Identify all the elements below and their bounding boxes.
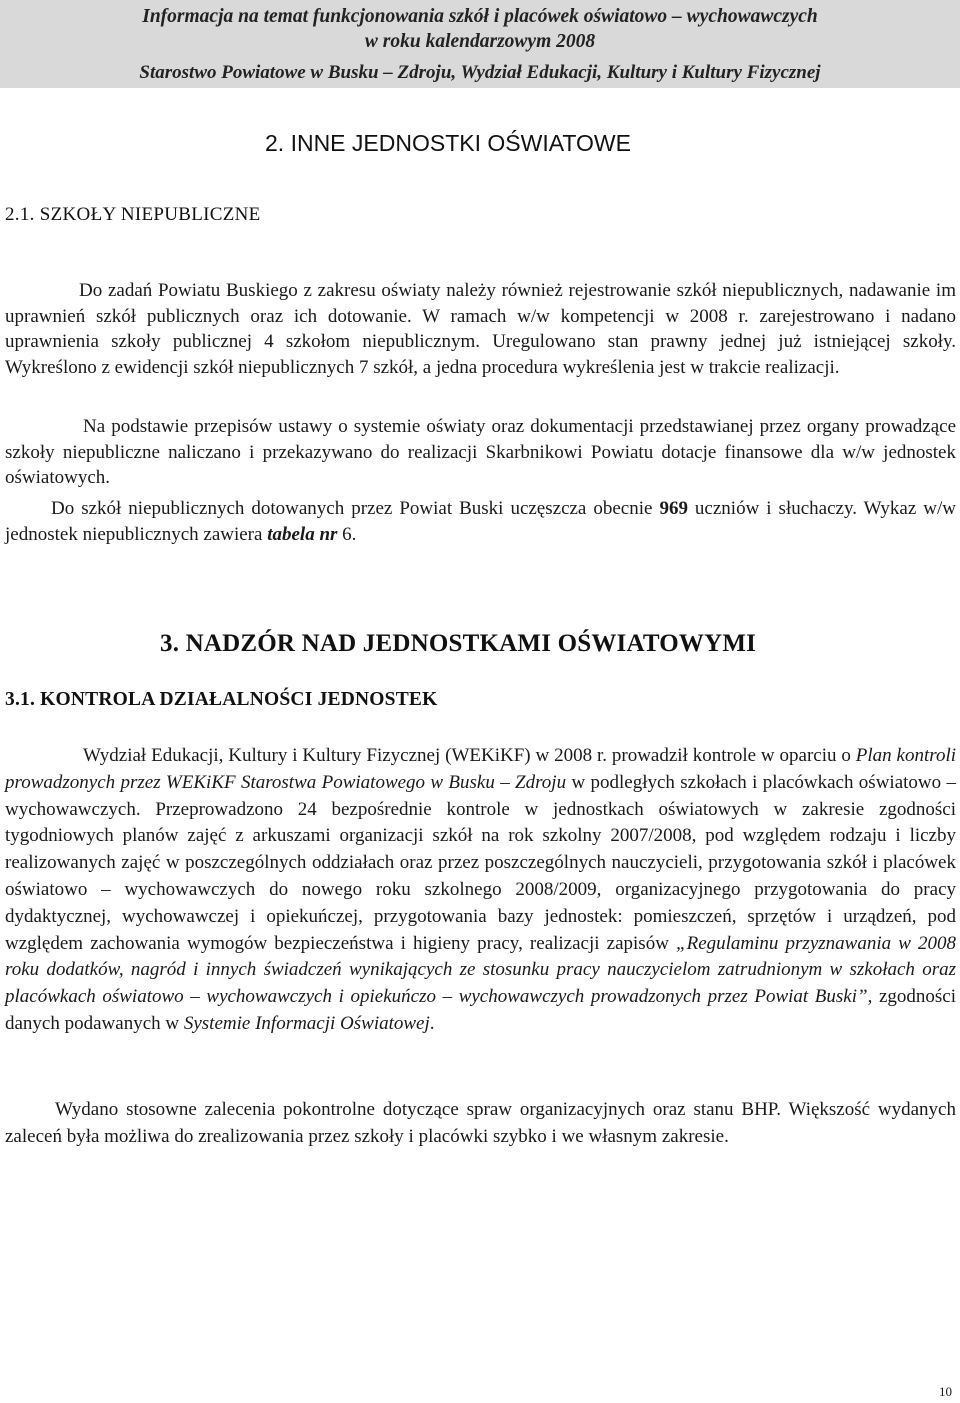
header-line-3: Starostwo Powiatowe w Busku – Zdroju, Wydział Edukacji, Kultury i Kultury Fizycznej	[139, 62, 821, 83]
section-2-paragraph-3: Do szkół niepublicznych dotowanych przez Powiat Buski uczęszcza obecnie 969 uczniów i słuchaczy. Wykaz w/w jednostek niepublicznych zawiera tabela nr 6.	[5, 498, 956, 545]
table-reference: tabela nr	[267, 523, 338, 545]
section-3-1-subtitle: 3.1. KONTROLA DZIAŁALNOŚCI JEDNOSTEK	[5, 689, 438, 710]
section-2-title: 2. INNE JEDNOSTKI OŚWIATOWE	[265, 130, 631, 156]
section-3-title: 3. NADZÓR NAD JEDNOSTKAMI OŚWIATOWYMI	[160, 630, 757, 657]
section-3-paragraph-2: Wydano stosowne zalecenia pokontrolne dotyczące spraw organizacyjnych oraz stanu BHP. Większość wydanych zaleceń była możliwa do zrealizowania przez szkoły i placówki szybko i we własnym zakresie.	[5, 1099, 956, 1147]
header-line-1: Informacja na temat funkcjonowania szkół i placówek oświatowo – wychowawczych	[142, 6, 818, 27]
document-header	[0, 0, 960, 88]
section-3-paragraph-1: Wydział Edukacji, Kultury i Kultury Fizycznej (WEKiKF) w 2008 r. prowadził kontrole w oparciu o Plan kontroli prowadzonych przez WEKiKF Starostwa Powiatowego w Busku – Zdroju w podległych szkołach i placówkach oświatowo – wychowawczych. Przeprowadzono 24 bezpośrednie kontrole w jednostkach oświatowych w zakresie zgodności tygodniowych planów zajęć z arkuszami organizacji szkół na rok szkolny 2007/2008, pod względem rodzaju i liczby realizowanych zajęć w poszczególnych oddziałach oraz przez poszczególnych nauczycieli, przygotowania szkół i placówek oświatowo – wychowawczych do nowego roku szkolnego 2008/2009, organizacyjnego przygotowania do pracy dydaktycznej, wychowawczej i opiekuńczej, przygotowania bazy jednostek: pomieszczeń, sprzętów i urządzeń, pod względem zachowania wymogów bezpieczeństwa i higieny pracy, realizacji zapisów „Regulaminu przyznawania w 2008 roku dodatków, nagród i innych świadczeń wynikających ze stosunku pracy nauczycielom zatrudnionym w szkołach oraz placówkach oświatowo – wychowawczych i opiekuńczo – wychowawczych prowadzonych przez Powiat Buski”, zgodności danych podawanych w Systemie Informacji Oświatowej.	[5, 745, 957, 1034]
section-2-paragraph-2: Na podstawie przepisów ustawy o systemie oświaty oraz dokumentacji przedstawianej przez organy prowadzące szkoły niepubliczne naliczano i przekazywano do realizacji Skarbnikowi Powiatu dotacje finansowe dla w/w jednostek oświatowych.	[5, 416, 956, 488]
section-2-paragraph-1: Do zadań Powiatu Buskiego z zakresu oświaty należy również rejestrowanie szkół niepublicznych, nadawanie im uprawnień szkół publicznych oraz ich dotowanie. W ramach w/w kompetencji w 2008 r. zarejestrowano i nadano uprawnienia szkoły publicznej 4 szkołom niepublicznym. Uregulowano stan prawny jednej już istniejącej szkoły. Wykreślono z ewidencji szkół niepublicznych 7 szkół, a jedna procedura wykreślenia jest w trakcie realizacji.	[5, 280, 956, 378]
header-line-2: w roku kalendarzowym 2008	[364, 31, 596, 52]
page-number: 10	[939, 1384, 952, 1399]
section-2-1-subtitle: 2.1. SZKOŁY NIEPUBLICZNE	[5, 204, 261, 225]
student-count: 969	[659, 498, 688, 519]
